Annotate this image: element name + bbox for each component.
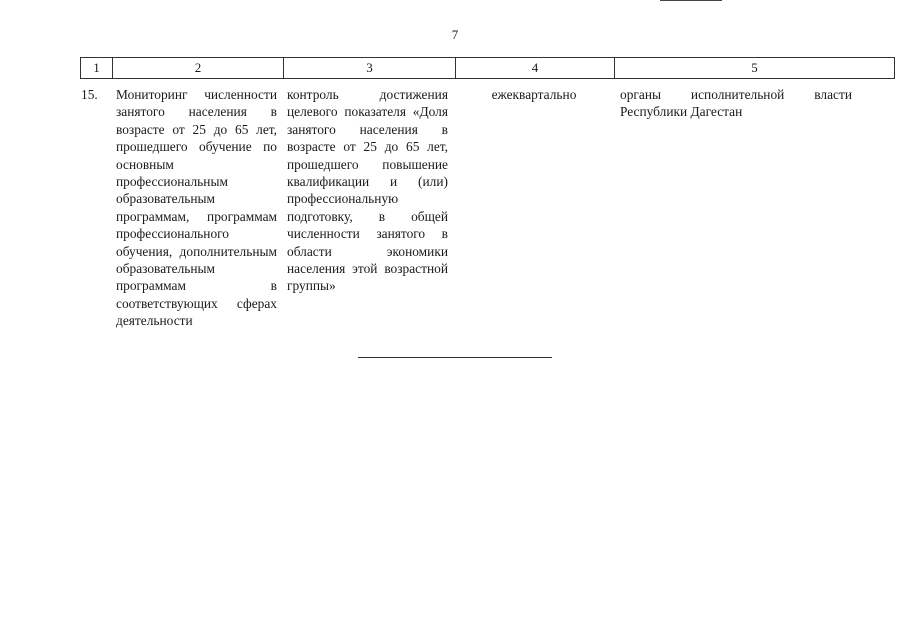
top-edge-rule xyxy=(660,0,722,1)
header-cell-4: 4 xyxy=(456,58,615,78)
closing-rule xyxy=(358,357,552,358)
header-cell-1: 1 xyxy=(81,58,113,78)
table-header-row xyxy=(80,57,895,79)
header-cell-5: 5 xyxy=(615,58,895,78)
row-activity-text: Мониторинг численности занятого населения в возрасте от 25 до 65 лет, прошедшего обучение по основным профессиональным образовательным программам, программам профессионального обучения, дополнительным образовательным программам в соответствующих сферах деятельности xyxy=(116,87,277,329)
page-number: 7 xyxy=(451,27,459,42)
row-purpose-text: контроль достижения целевого показателя «Доля занятого населения в возрасте от 25 до 65 лет, прошедшего повышение квалификации и (или) профессиональную подготовку, в общей численности занятого в области экономики населения этой возрастной группы» xyxy=(287,87,448,294)
header-cell-2: 2 xyxy=(113,58,284,78)
row-frequency-text: ежеквартально xyxy=(491,87,577,102)
row-responsible-text: органы исполнительной власти Республики Дагестан xyxy=(620,87,852,120)
header-cell-3: 3 xyxy=(284,58,456,78)
row-number: 15. xyxy=(81,87,98,102)
